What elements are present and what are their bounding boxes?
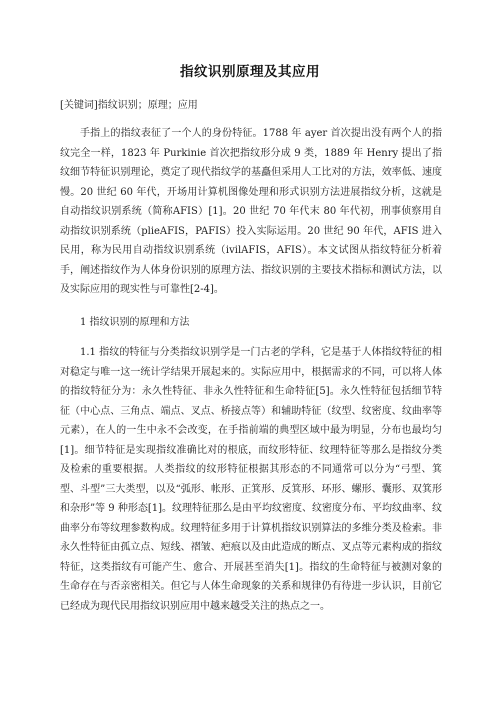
document-title: 指纹识别原理及其应用 bbox=[180, 64, 320, 80]
section-paragraph: 1.1 指纹的特征与分类指纹识别学是一门古老的学科，它是基于人体指纹特征的相对稳定与唯一这一统计学结果开展起来的。实际应用中，根据需求的不同，可以将人体的指纹特征分为：永久性特征、非永久性特征和生命特征[5]。永久性特征包括细节特征（中心点、三角点、端点、叉点、桥接点等）和辅助特征（纹型、纹密度、纹曲率等元素），在人的一生中永不会改变，在手指前端的典型区域中最为明显，分布也最均匀[1]。细节特征是实现指纹准确比对的根底，而纹形特征、纹理特征等那么是指纹分类及检索的重要根据。人类指纹的纹形特征根据其形态的不同通常可以分为“弓型、箕型、斗型”三大类型，以及“弧形、帐形、正箕形、反箕形、环形、螺形、囊形、双箕形和杂形”等 9 种形态[1]。纹理特征那么是由平均纹密度、纹密度分布、平均纹曲率、纹曲率分布等纹理参数构成。纹理特征多用于计算机指纹识别算法的多维分类及检索。非永久性特征由孤立点、短线、褶皱、疤痕以及由此造成的断点、叉点等元素构成的指纹特征，这类指纹有可能产生、愈合、开展甚至消失[1]。指纹的生命特征与被测对象的生命存在与否亲密相关。但它与人体生命现象的关系和规律仍有待进一步认识，目前它已经成为现代民用指纹识别应用中越来越受关注的热点之一。 bbox=[60, 347, 442, 612]
section-heading: 1 指纹识别的原理和方法 bbox=[80, 317, 190, 328]
intro-paragraph: 手指上的指纹表征了一个人的身份特征。1788 年 ayer 首次提出没有两个人的指纹完全一样，1823 年 Purkinie 首次把指纹形分成 9 类，1889 年 Henry 提出了指纹细节特征识别理论，奠定了现代指纹学的基矗但采用人工比对的方法，效率低、速度慢。20 世纪 60 年代，开场用计算机图像处理和形式识别方法进展指纹分析，这就是自动指纹识别系统（简称AFIS）[1]。20 世纪 70 年代末 80 年代初，刑事侦察用自动指纹识别系统（plieAFIS，PAFIS）投入实际运用。20 世纪 90 年代，AFIS 进入民用，称为民用自动指纹识别系统（ivilAFIS，AFIS）。本文试图从指纹特征分析着手，阐述指纹作为人体身份识别的原理方法、指纹识别的主要技术指标和测试方法，以及实际应用的现实性与可靠性[2-4]。 bbox=[60, 128, 442, 295]
keywords-line: [关键词]指纹识别；原理；应用 bbox=[60, 100, 198, 111]
